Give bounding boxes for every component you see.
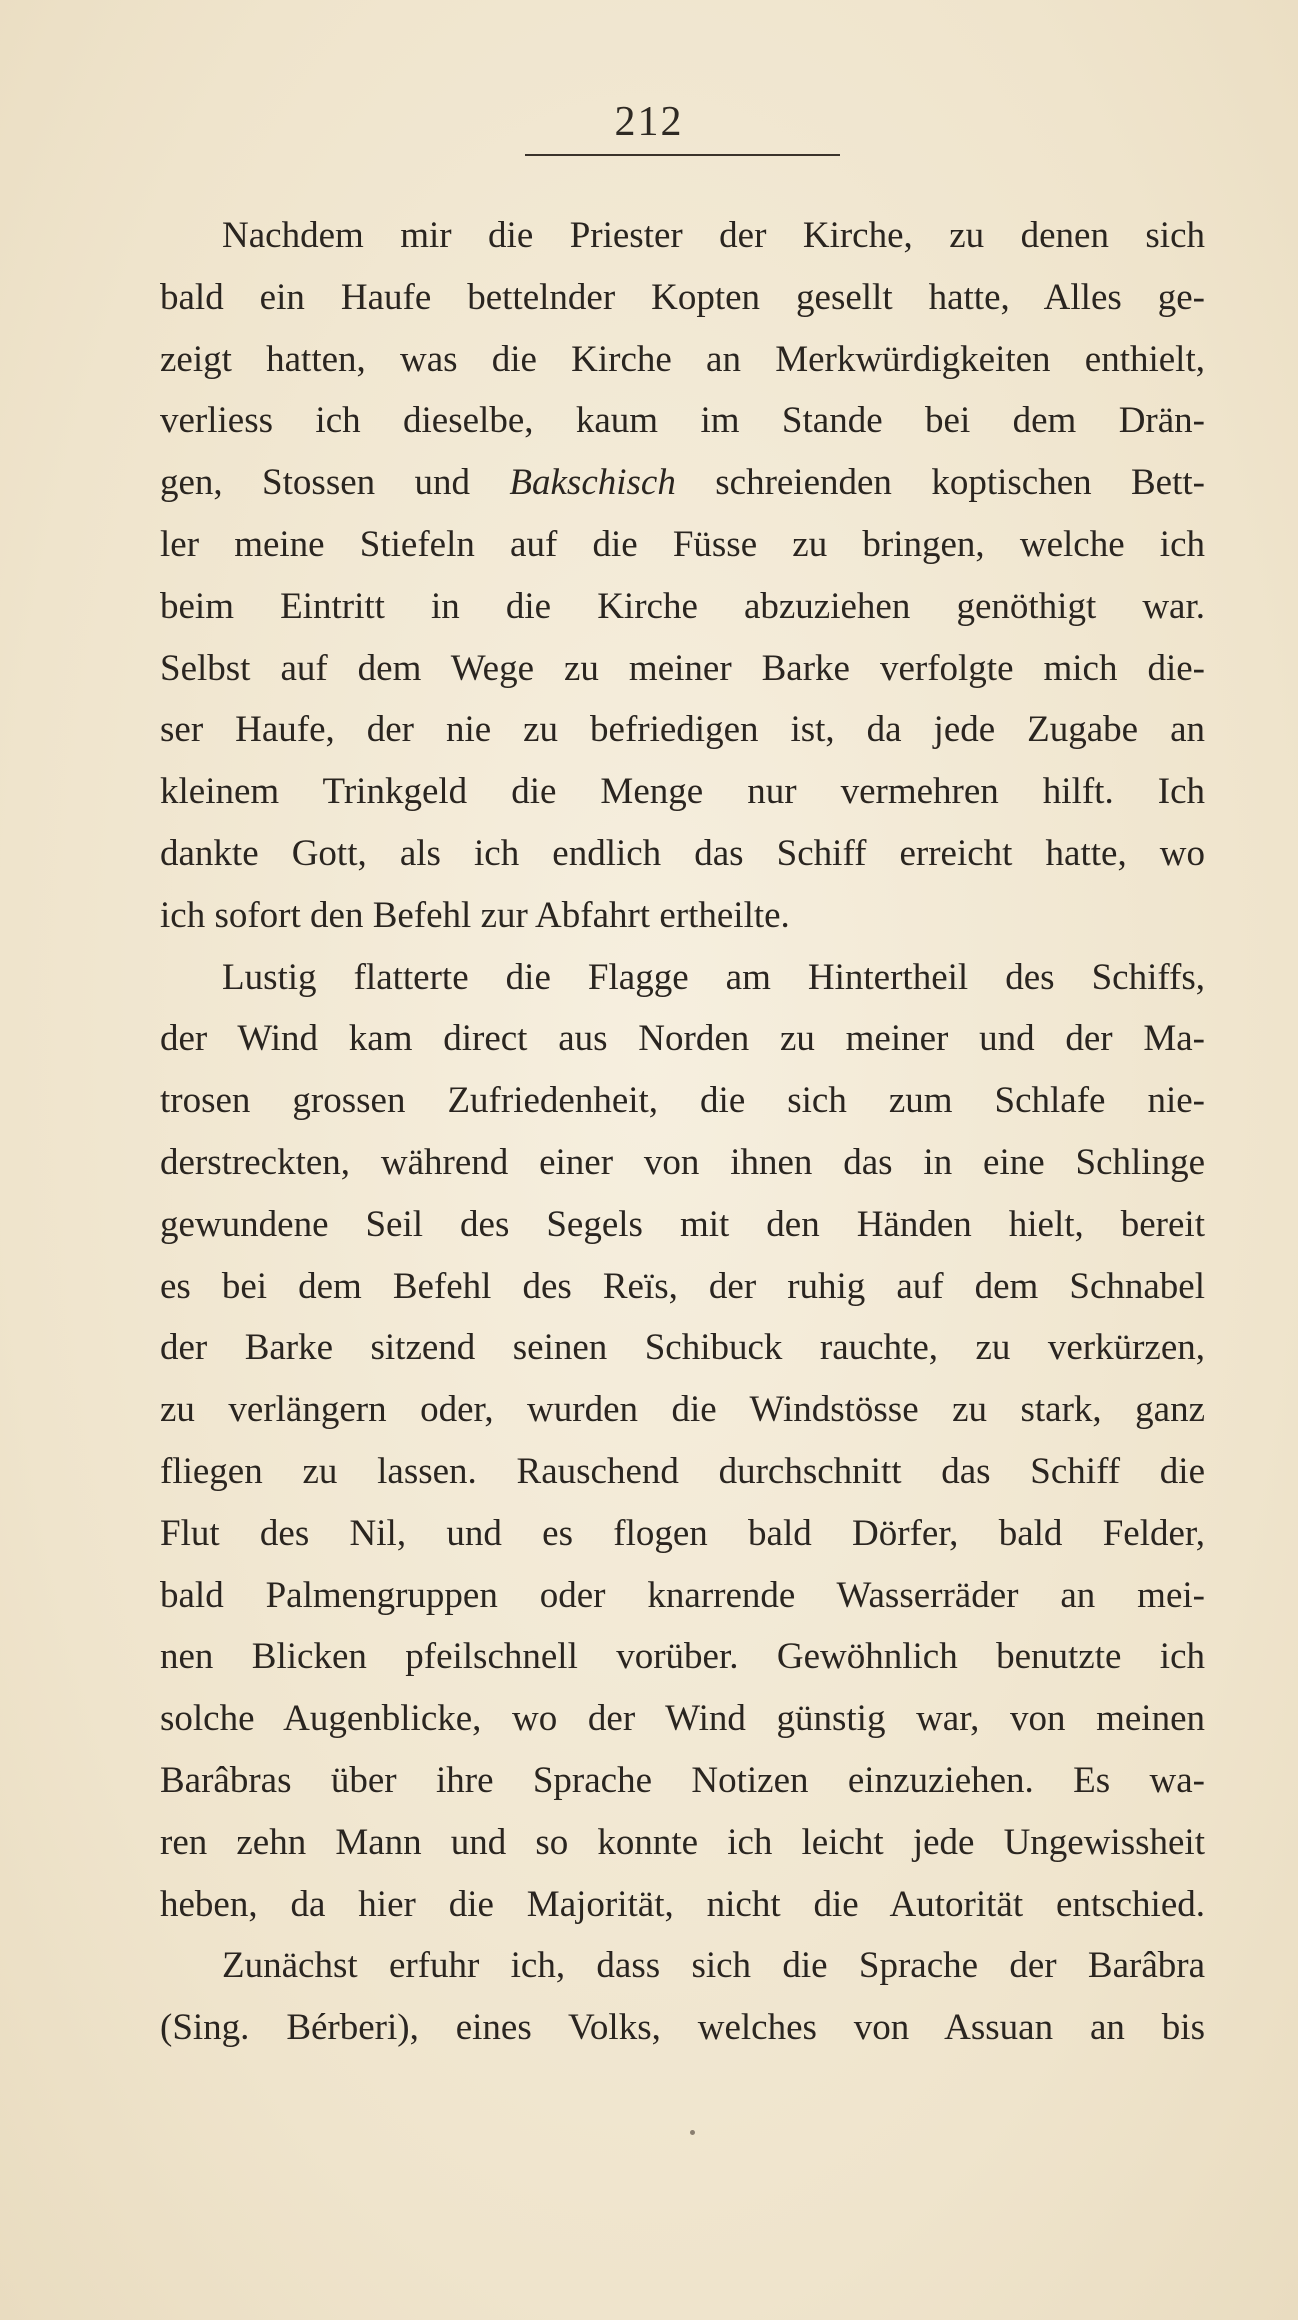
text-line: Barâbras über ihre Sprache Notizen einzuziehen. Es wa-	[160, 1759, 1205, 1801]
text-line: ich sofort den Befehl zur Abfahrt ertheilte.	[160, 894, 790, 936]
text-line: Zunächst erfuhr ich, dass sich die Sprache der Barâbra	[222, 1945, 1205, 1987]
text-line: Nachdem mir die Priester der Kirche, zu denen sich	[222, 215, 1205, 256]
text-line: heben, da hier die Majorität, nicht die Autorität entschied.	[160, 1883, 1205, 1925]
paper-speck	[690, 2130, 695, 2135]
text-fragment: gen, Stossen und	[160, 462, 510, 504]
text-line: (Sing. Bérberi), eines Volks, welches von Assuan an bis	[160, 2007, 1205, 2049]
text-line: ler meine Stiefeln auf die Füsse zu bringen, welche ich	[160, 523, 1205, 565]
text-line: es bei dem Befehl des Reïs, der ruhig auf dem Schnabel	[160, 1265, 1205, 1307]
text-line: ser Haufe, der nie zu befriedigen ist, da jede Zugabe an	[160, 709, 1205, 751]
text-line: Selbst auf dem Wege zu meiner Barke verfolgte mich die-	[160, 647, 1205, 689]
text-line: verliess ich dieselbe, kaum im Stande bei dem Drän-	[160, 400, 1205, 442]
text-line	[160, 452, 1205, 514]
text-fragment: schreienden koptischen Bett-	[675, 462, 1205, 504]
text-line: gewundene Seil des Segels mit den Händen hielt, bereit	[160, 1203, 1205, 1245]
text-line: kleinem Trinkgeld die Menge nur vermehren hilft. Ich	[160, 771, 1205, 813]
text-line: fliegen zu lassen. Rauschend durchschnitt das Schiff die	[160, 1450, 1205, 1492]
text-line: bald Palmengruppen oder knarrende Wasserräder an mei-	[160, 1574, 1205, 1616]
text-line: derstreckten, während einer von ihnen das in eine Schlinge	[160, 1141, 1205, 1183]
body-text	[160, 205, 1205, 2059]
text-line: zu verlängern oder, wurden die Windstösse zu stark, ganz	[160, 1389, 1205, 1431]
text-line: beim Eintritt in die Kirche abzuziehen genöthigt war.	[160, 585, 1205, 627]
text-line: nen Blicken pfeilschnell vorüber. Gewöhnlich benutzte ich	[160, 1636, 1205, 1678]
header-rule	[525, 154, 840, 156]
text-line: der Wind kam direct aus Norden zu meiner und der Ma-	[160, 1018, 1205, 1060]
text-line: solche Augenblicke, wo der Wind günstig war, von meinen	[160, 1698, 1205, 1740]
text-line: der Barke sitzend seinen Schibuck rauchte, zu verkürzen,	[160, 1327, 1205, 1369]
text-line: Lustig flatterte die Flagge am Hintertheil des Schiffs,	[222, 956, 1205, 998]
text-line: ren zehn Mann und so konnte ich leicht jede Ungewissheit	[160, 1821, 1205, 1863]
page-number: 212	[614, 99, 684, 145]
text-line: zeigt hatten, was die Kirche an Merkwürdigkeiten enthielt,	[160, 338, 1205, 380]
text-line: dankte Gott, als ich endlich das Schiff erreicht hatte, wo	[160, 832, 1205, 874]
text-line: Flut des Nil, und es flogen bald Dörfer, bald Felder,	[160, 1512, 1205, 1554]
text-line: trosen grossen Zufriedenheit, die sich zum Schlafe nie-	[160, 1080, 1205, 1122]
italic-word: Bakschisch	[509, 462, 676, 504]
text-line: bald ein Haufe bettelnder Kopten gesellt hatte, Alles ge-	[160, 276, 1205, 318]
